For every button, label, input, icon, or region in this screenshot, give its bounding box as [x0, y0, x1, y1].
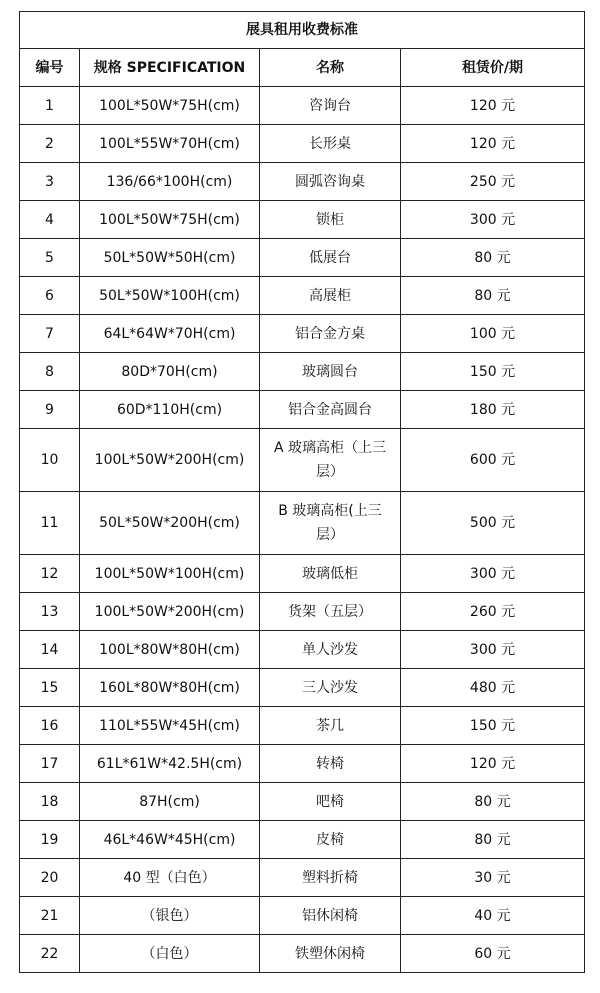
header-row	[20, 49, 585, 87]
row-number: 7	[20, 315, 80, 353]
row-price: 80 元	[401, 783, 585, 821]
row-price: 80 元	[401, 821, 585, 859]
row-price: 500 元	[401, 492, 585, 555]
row-number: 9	[20, 391, 80, 429]
row-name: 铁塑休闲椅	[260, 935, 401, 973]
table-row	[20, 745, 585, 783]
table-row	[20, 315, 585, 353]
row-number: 3	[20, 163, 80, 201]
row-specification: 87H(cm)	[80, 783, 260, 821]
row-price: 60 元	[401, 935, 585, 973]
row-specification: 100L*50W*75H(cm)	[80, 87, 260, 125]
row-price: 150 元	[401, 353, 585, 391]
table-title-row	[20, 12, 585, 49]
table-row	[20, 125, 585, 163]
row-price: 100 元	[401, 315, 585, 353]
table-row	[20, 707, 585, 745]
row-price: 250 元	[401, 163, 585, 201]
table-row	[20, 163, 585, 201]
row-specification: 50L*50W*200H(cm)	[80, 492, 260, 555]
table-row	[20, 669, 585, 707]
table-row	[20, 859, 585, 897]
row-name: 单人沙发	[260, 631, 401, 669]
row-name: B 玻璃高柜(上三层）	[260, 492, 401, 555]
rental-price-table	[19, 11, 585, 973]
table-row	[20, 492, 585, 555]
row-name: A 玻璃高柜（上三层）	[260, 429, 401, 492]
table-row	[20, 239, 585, 277]
row-number: 2	[20, 125, 80, 163]
row-number: 10	[20, 429, 80, 492]
row-price: 480 元	[401, 669, 585, 707]
header-name: 名称	[260, 49, 401, 87]
price-table-container	[19, 11, 584, 973]
row-specification: 50L*50W*50H(cm)	[80, 239, 260, 277]
row-number: 15	[20, 669, 80, 707]
row-specification: 100L*50W*200H(cm)	[80, 429, 260, 492]
table-row	[20, 555, 585, 593]
row-name: 三人沙发	[260, 669, 401, 707]
row-number: 1	[20, 87, 80, 125]
row-name: 转椅	[260, 745, 401, 783]
row-number: 4	[20, 201, 80, 239]
row-name: 铝合金高圆台	[260, 391, 401, 429]
table-row	[20, 897, 585, 935]
row-price: 120 元	[401, 87, 585, 125]
row-price: 150 元	[401, 707, 585, 745]
row-price: 120 元	[401, 745, 585, 783]
row-name: 茶几	[260, 707, 401, 745]
row-number: 8	[20, 353, 80, 391]
row-name: 吧椅	[260, 783, 401, 821]
table-row	[20, 631, 585, 669]
row-price: 40 元	[401, 897, 585, 935]
row-name: 铝合金方桌	[260, 315, 401, 353]
row-name: 长形桌	[260, 125, 401, 163]
table-title: 展具租用收费标准	[20, 12, 585, 49]
row-number: 17	[20, 745, 80, 783]
row-specification: 110L*55W*45H(cm)	[80, 707, 260, 745]
row-specification: 100L*50W*75H(cm)	[80, 201, 260, 239]
table-row	[20, 353, 585, 391]
table-row	[20, 87, 585, 125]
row-number: 20	[20, 859, 80, 897]
row-price: 80 元	[401, 277, 585, 315]
row-price: 300 元	[401, 555, 585, 593]
row-name: 铝休闲椅	[260, 897, 401, 935]
row-specification: 136/66*100H(cm)	[80, 163, 260, 201]
row-number: 18	[20, 783, 80, 821]
row-specification: 100L*50W*200H(cm)	[80, 593, 260, 631]
row-name: 低展台	[260, 239, 401, 277]
header-number: 编号	[20, 49, 80, 87]
row-number: 14	[20, 631, 80, 669]
row-number: 21	[20, 897, 80, 935]
row-specification: （银色）	[80, 897, 260, 935]
table-row	[20, 821, 585, 859]
row-name: 玻璃圆台	[260, 353, 401, 391]
row-price: 600 元	[401, 429, 585, 492]
row-name: 高展柜	[260, 277, 401, 315]
row-price: 180 元	[401, 391, 585, 429]
row-name: 锁柜	[260, 201, 401, 239]
row-number: 19	[20, 821, 80, 859]
row-number: 12	[20, 555, 80, 593]
row-number: 11	[20, 492, 80, 555]
table-row	[20, 783, 585, 821]
row-name: 塑料折椅	[260, 859, 401, 897]
row-specification: 80D*70H(cm)	[80, 353, 260, 391]
row-specification: 40 型（白色）	[80, 859, 260, 897]
row-price: 80 元	[401, 239, 585, 277]
row-number: 6	[20, 277, 80, 315]
table-row	[20, 593, 585, 631]
row-specification: （白色）	[80, 935, 260, 973]
row-price: 120 元	[401, 125, 585, 163]
table-row	[20, 429, 585, 492]
table-row	[20, 391, 585, 429]
row-name: 咨询台	[260, 87, 401, 125]
table-row	[20, 201, 585, 239]
row-name: 玻璃低柜	[260, 555, 401, 593]
row-name: 货架（五层）	[260, 593, 401, 631]
header-specification: 规格 SPECIFICATION	[80, 49, 260, 87]
row-number: 16	[20, 707, 80, 745]
row-specification: 160L*80W*80H(cm)	[80, 669, 260, 707]
row-price: 300 元	[401, 201, 585, 239]
row-number: 22	[20, 935, 80, 973]
row-number: 13	[20, 593, 80, 631]
table-body	[20, 87, 585, 973]
row-specification: 60D*110H(cm)	[80, 391, 260, 429]
row-price: 300 元	[401, 631, 585, 669]
row-specification: 61L*61W*42.5H(cm)	[80, 745, 260, 783]
row-specification: 50L*50W*100H(cm)	[80, 277, 260, 315]
table-row	[20, 277, 585, 315]
table-row	[20, 935, 585, 973]
row-price: 260 元	[401, 593, 585, 631]
row-specification: 100L*50W*100H(cm)	[80, 555, 260, 593]
row-specification: 100L*80W*80H(cm)	[80, 631, 260, 669]
row-name: 圆弧咨询桌	[260, 163, 401, 201]
row-specification: 64L*64W*70H(cm)	[80, 315, 260, 353]
row-name: 皮椅	[260, 821, 401, 859]
header-price: 租赁价/期	[401, 49, 585, 87]
row-specification: 46L*46W*45H(cm)	[80, 821, 260, 859]
row-number: 5	[20, 239, 80, 277]
row-price: 30 元	[401, 859, 585, 897]
row-specification: 100L*55W*70H(cm)	[80, 125, 260, 163]
